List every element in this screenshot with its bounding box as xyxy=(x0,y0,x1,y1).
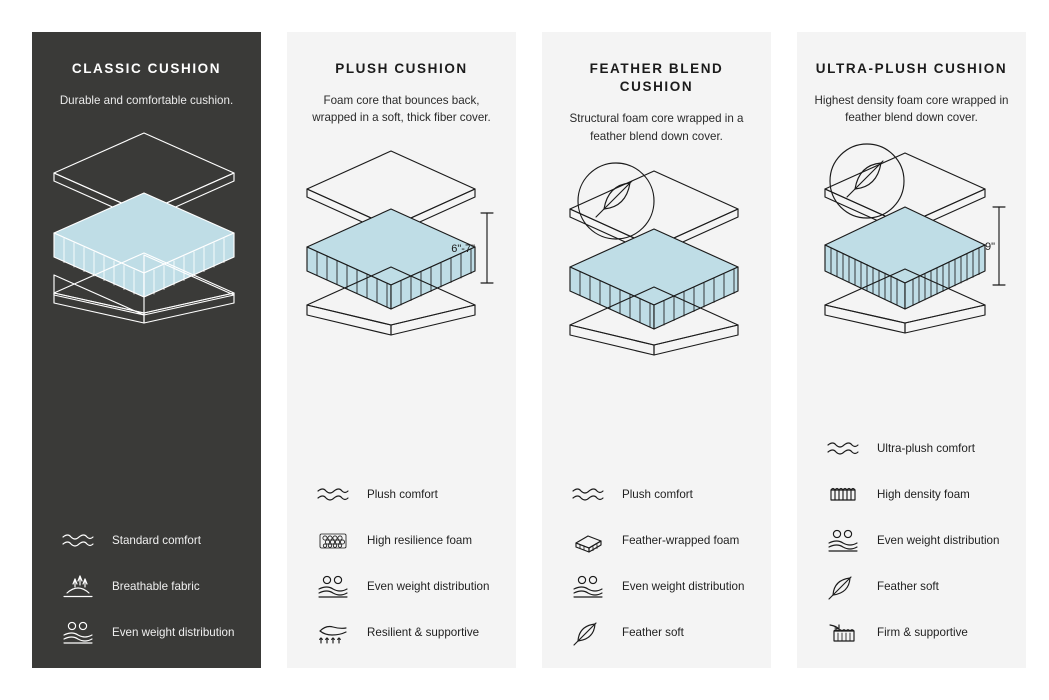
cushion-exploded-diagram xyxy=(809,133,1014,348)
even-weight-icon xyxy=(58,618,98,648)
feature-label: Even weight distribution xyxy=(112,626,235,639)
feature-label: Plush comfort xyxy=(622,488,693,501)
feature-label: Resilient & supportive xyxy=(367,626,480,639)
feature-row xyxy=(568,480,749,510)
feature-row xyxy=(823,618,1004,648)
panel-title: FEATHER BLEND CUSHION xyxy=(589,61,724,95)
feature-label: High resilience foam xyxy=(367,534,473,547)
feature-label: Even weight distribution xyxy=(877,534,1000,547)
wave-lines-icon xyxy=(58,526,98,556)
panel-plush-cushion xyxy=(287,32,516,668)
feature-label: Firm & supportive xyxy=(877,626,968,639)
feature-label: Ultra-plush comfort xyxy=(877,442,975,455)
foam-block-icon xyxy=(568,526,608,556)
feature-label: Standard comfort xyxy=(112,534,201,547)
panel-title: PLUSH CUSHION xyxy=(335,61,468,76)
feature-row xyxy=(823,526,1004,556)
feature-label: Feather-wrapped foam xyxy=(622,534,740,547)
feature-list xyxy=(813,434,1010,654)
feature-row xyxy=(313,618,494,648)
feature-row xyxy=(568,526,749,556)
feature-row xyxy=(823,572,1004,602)
panel-ultra-plush-cushion xyxy=(797,32,1026,668)
cushion-exploded-diagram xyxy=(299,133,504,348)
feature-row xyxy=(58,572,239,602)
firm-support-icon xyxy=(823,618,863,648)
feature-label: Feather soft xyxy=(877,580,939,593)
feature-row xyxy=(313,480,494,510)
feature-label: Breathable fabric xyxy=(112,580,200,593)
dimension-label: 9" xyxy=(984,240,995,253)
panel-title: CLASSIC CUSHION xyxy=(71,61,222,76)
leaf-magnifier xyxy=(578,163,654,239)
cushion-exploded-diagram xyxy=(554,151,759,366)
feature-label: Plush comfort xyxy=(367,488,438,501)
leaf-magnifier xyxy=(830,144,904,218)
feature-row xyxy=(568,572,749,602)
even-weight-icon xyxy=(568,572,608,602)
feature-row xyxy=(313,572,494,602)
feature-list xyxy=(303,480,500,654)
panel-description: Structural foam core wrapped in a feather blend down cover. xyxy=(569,112,744,143)
breathable-fabric-icon xyxy=(58,572,98,602)
feature-list xyxy=(48,526,245,654)
feature-label: Even weight distribution xyxy=(367,580,490,593)
feature-row xyxy=(58,618,239,648)
panel-description: Highest density foam core wrapped in feather blend down cover. xyxy=(814,94,1009,125)
dimension-label: 6"-7" xyxy=(451,242,475,255)
panel-description: Durable and comfortable cushion. xyxy=(59,94,234,108)
wave-lines-icon xyxy=(823,434,863,464)
honeycomb-foam-icon xyxy=(313,526,353,556)
dimension-bracket xyxy=(481,213,493,283)
even-weight-icon xyxy=(823,526,863,556)
feature-label: High density foam xyxy=(877,488,970,501)
even-weight-icon xyxy=(313,572,353,602)
panel-classic-cushion xyxy=(32,32,261,668)
feature-row xyxy=(58,526,239,556)
feather-icon xyxy=(823,572,863,602)
feather-icon xyxy=(568,618,608,648)
wave-lines-icon xyxy=(313,480,353,510)
hand-support-icon xyxy=(313,618,353,648)
density-foam-icon xyxy=(823,480,863,510)
panel-title: ULTRA-PLUSH CUSHION xyxy=(815,61,1008,76)
feature-row xyxy=(823,480,1004,510)
wave-lines-icon xyxy=(568,480,608,510)
panel-description: Foam core that bounces back, wrapped in a soft, thick fiber cover. xyxy=(312,94,491,125)
panel-feather-blend-cushion xyxy=(542,32,771,668)
feature-row xyxy=(568,618,749,648)
feature-row xyxy=(313,526,494,556)
feature-label: Even weight distribution xyxy=(622,580,745,593)
feature-label: Feather soft xyxy=(622,626,684,639)
feature-row xyxy=(823,434,1004,464)
feature-list xyxy=(558,480,755,654)
cushion-exploded-diagram xyxy=(44,115,249,330)
